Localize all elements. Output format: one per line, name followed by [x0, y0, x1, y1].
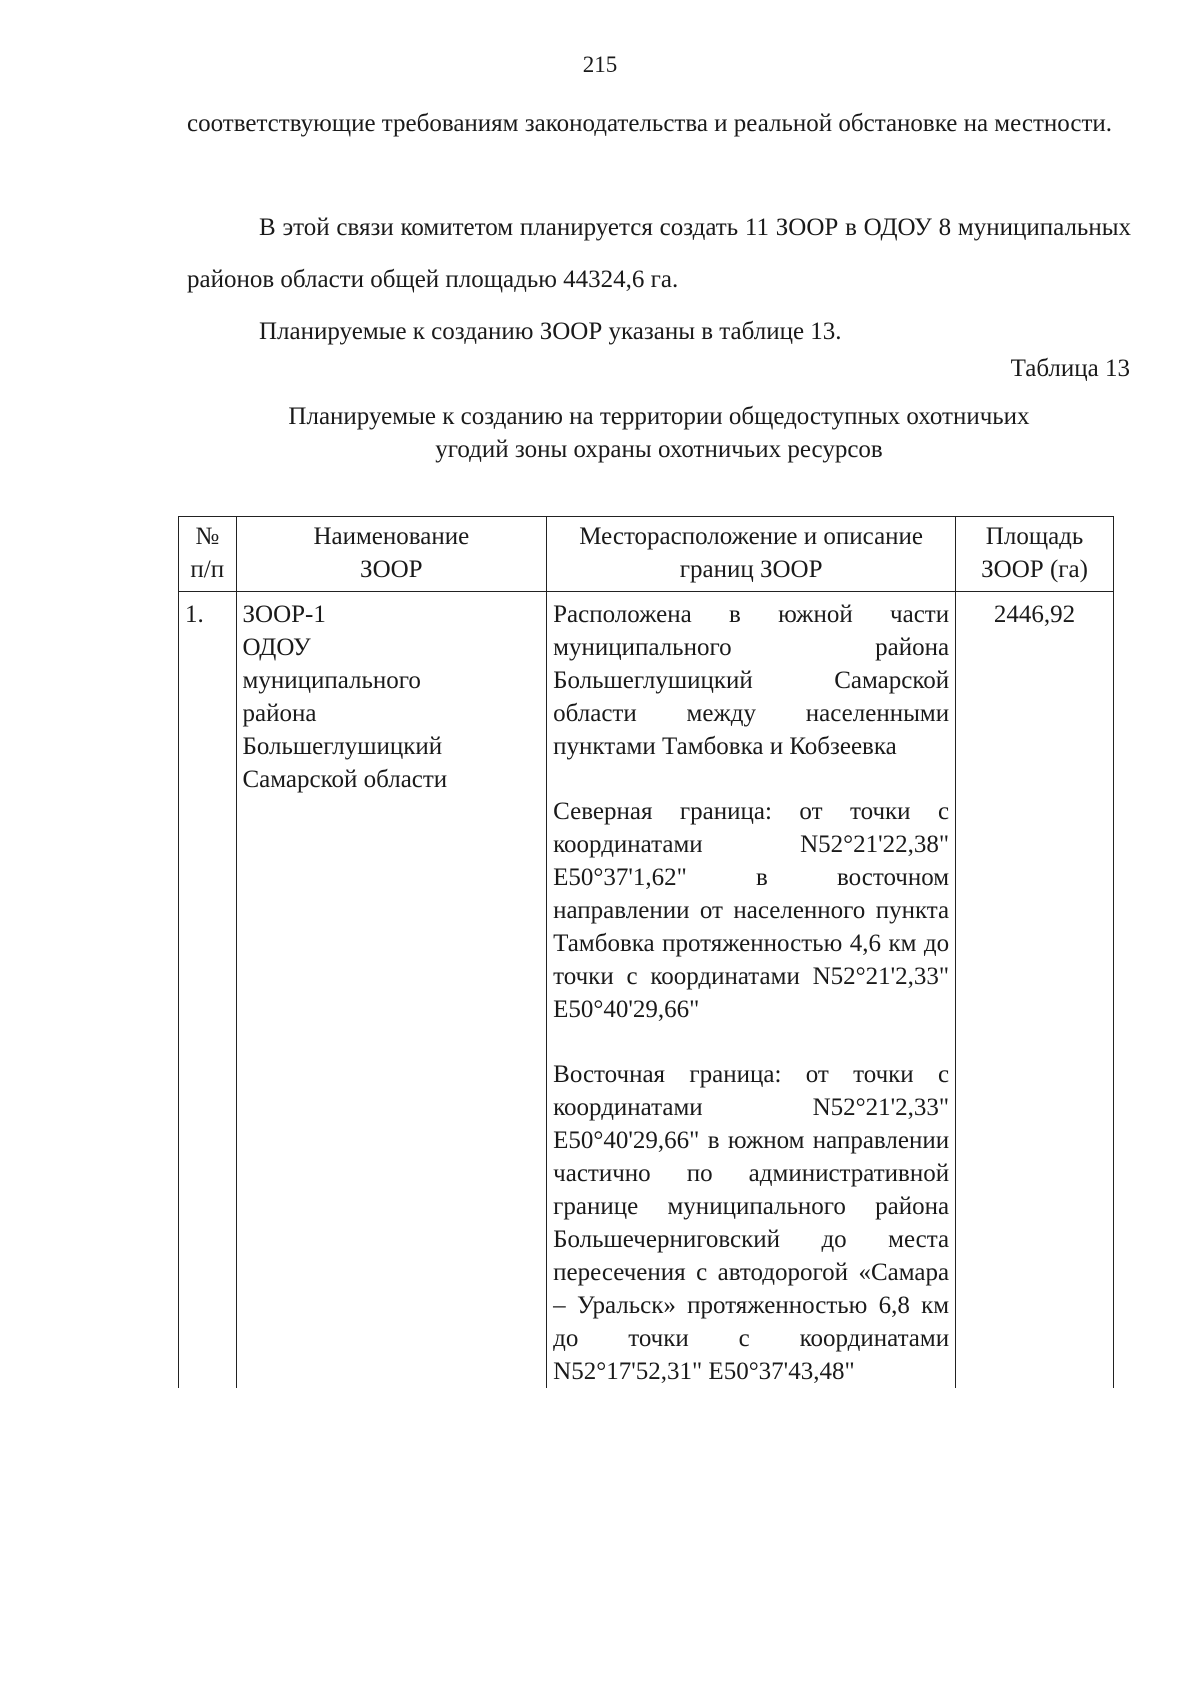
header-area-line-1: Площадь: [985, 523, 1084, 550]
paragraph-table-ref: Планируемые к созданию ЗООР указаны в таблице 13.: [259, 318, 842, 345]
row-name-line: ЗООР-1: [242, 601, 326, 628]
table-title: [187, 400, 1131, 466]
row-name-line: муниципального: [242, 667, 421, 694]
row-name: [236, 592, 547, 1389]
row-name-line: района: [242, 700, 317, 727]
table-header-row: [179, 517, 1114, 592]
paragraph-plan: В этой связи комитетом планируется создать 11 ЗООР в ОДОУ 8 муниципальных районов области общей площадью 44324,6 га.: [187, 214, 1131, 293]
description-location: Расположена в южной части муниципального района Большеглушицкий Самарской области между населенными пунктами Тамбовка и Кобзеевка: [553, 601, 950, 760]
table-title-line-2: угодий зоны охраны охотничьих ресурсов: [435, 436, 883, 463]
table-row: [179, 592, 1114, 1389]
row-name-line: Самарской области: [242, 766, 448, 793]
row-name-line: ОДОУ: [242, 634, 311, 661]
description-north-border: Северная граница: от точки с координатами N52°21'22,38" E50°37'1,62" в восточном направлении от населенного пункта Тамбовка протяженностью 4,6 км до точки с координатами N52°21'2,33" E50°40'29,66": [553, 798, 950, 1023]
row-name-line: Большеглушицкий: [242, 733, 443, 760]
header-location-line-1: Месторасположение и описание: [579, 523, 924, 550]
page-number: 215: [582, 52, 618, 77]
header-num-line-2: п/п: [190, 556, 225, 583]
table-title-line-1: Планируемые к созданию на территории общедоступных охотничьих: [288, 403, 1030, 430]
header-name: [236, 517, 547, 592]
row-area: 2446,92: [956, 592, 1114, 1389]
description-east-border: Восточная граница: от точки с координатами N52°21'2,33" E50°40'29,66" в южном направлении частично по административной границе муниципального района Большечерниговский до места пересечения с автодорогой «Самара – Уральск» протяженностью 6,8 км до точки с координатами N52°17'52,31" E50°37'43,48": [553, 1061, 950, 1385]
header-num-line-1: №: [195, 523, 220, 550]
header-name-line-1: Наименование: [313, 523, 470, 550]
row-number: 1.: [179, 592, 237, 1389]
header-location-line-2: границ ЗООР: [679, 556, 823, 583]
header-area: [956, 517, 1114, 592]
header-name-line-2: ЗООР: [360, 556, 423, 583]
header-num: [179, 517, 237, 592]
table-label: Таблица 13: [1010, 355, 1130, 382]
paragraph-intro: соответствующие требованиям законодательства и реальной обстановке на местности.: [187, 110, 1113, 137]
header-location: [547, 517, 956, 592]
row-description: [547, 592, 956, 1389]
zoor-table: [178, 516, 1114, 1388]
header-area-line-2: ЗООР (га): [981, 556, 1088, 583]
